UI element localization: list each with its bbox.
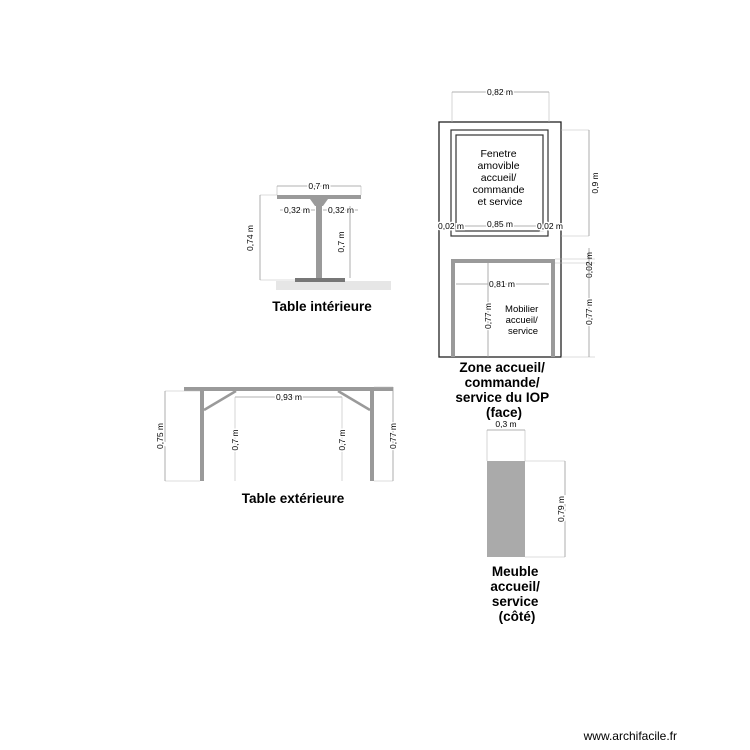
mobilier-label-2: accueil/ bbox=[505, 315, 538, 326]
dim-window-width: 0,85 m bbox=[487, 219, 513, 229]
dim-top: 0,7 m bbox=[308, 181, 330, 191]
dim-meuble-width: 0,3 m bbox=[495, 419, 517, 429]
svg-text:Meuble accueil/ se bbox=[490, 564, 543, 624]
mobilier-label-3: service bbox=[507, 326, 539, 337]
table-interieure bbox=[245, 181, 391, 314]
svg-text:Fenetre amovible a bbox=[473, 148, 528, 208]
mobilier-label-1: Mobilier bbox=[505, 304, 539, 315]
counter-right-leg bbox=[551, 263, 555, 357]
table-foot bbox=[295, 278, 345, 282]
ext-table-leg-left bbox=[200, 391, 204, 481]
ext-table-brace-right bbox=[338, 391, 370, 410]
dim-ext-leg-left: 0,7 m bbox=[230, 429, 240, 451]
meuble-title-4: (côté) bbox=[498, 609, 536, 624]
window-label-2: amovible bbox=[477, 160, 520, 172]
zone-title-2: commande/ bbox=[464, 375, 540, 390]
zone-title-4: (face) bbox=[485, 405, 523, 420]
dim-ext-height-right: 0,77 m bbox=[388, 423, 398, 449]
dim-window-height: 0,9 m bbox=[590, 172, 600, 194]
meuble-body bbox=[487, 461, 525, 557]
window-label-4: commande bbox=[472, 184, 525, 196]
dim-gap: 0,02 m bbox=[584, 252, 594, 278]
dim-height-leg: 0,7 m bbox=[336, 231, 346, 253]
floor-strip bbox=[276, 281, 391, 290]
dim-right-half: 0,32 m bbox=[328, 205, 354, 215]
meuble-title-2: accueil/ bbox=[490, 579, 540, 594]
table-exterieure bbox=[155, 387, 398, 506]
dim-left-small: 0,02 m bbox=[438, 221, 464, 231]
window-label-1: Fenetre bbox=[480, 148, 517, 160]
svg-text:Zone accueil/ commande/ bbox=[455, 360, 552, 420]
dim-left-half: 0,32 m bbox=[284, 205, 310, 215]
counter-left-leg bbox=[451, 263, 455, 357]
ext-table-top bbox=[184, 387, 393, 391]
dim-mobilier-width: 0,81 m bbox=[489, 279, 515, 289]
zone-title-1: Zone accueil/ bbox=[459, 360, 545, 375]
meuble-title-3: service bbox=[491, 594, 539, 609]
zone-title-3: service du IOP bbox=[455, 390, 549, 405]
zone-accueil bbox=[438, 87, 600, 420]
dim-zone-top: 0,82 m bbox=[487, 87, 513, 97]
dim-ext-height-left: 0,75 m bbox=[155, 423, 165, 449]
window-label-3: accueil/ bbox=[480, 172, 517, 184]
ext-table-leg-right bbox=[370, 391, 374, 481]
dim-ext-leg-right: 0,7 m bbox=[337, 429, 347, 451]
meuble-title-1: Meuble bbox=[491, 564, 539, 579]
counter-top bbox=[451, 259, 555, 263]
ext-table-brace-left bbox=[204, 391, 236, 410]
table-bracket bbox=[310, 199, 328, 206]
table-top bbox=[277, 195, 361, 199]
svg-text:Mobilier accueil/ bbox=[505, 304, 541, 337]
table-leg bbox=[316, 205, 322, 280]
watermark: www.archifacile.fr bbox=[583, 729, 677, 743]
dim-right-small: 0,02 m bbox=[537, 221, 563, 231]
dim-height-total: 0,74 m bbox=[245, 225, 255, 251]
dim-mobilier-height-inner: 0,77 m bbox=[483, 303, 493, 329]
title-table-exterieure: Table extérieure bbox=[241, 491, 345, 506]
title-table-interieure: Table intérieure bbox=[272, 299, 372, 314]
meuble-cote bbox=[487, 419, 566, 624]
dim-meuble-height: 0,79 m bbox=[556, 496, 566, 522]
dim-ext-inner-width: 0,93 m bbox=[276, 392, 302, 402]
window-label-5: et service bbox=[477, 196, 523, 208]
dim-mobilier-height-outer: 0,77 m bbox=[584, 299, 594, 325]
